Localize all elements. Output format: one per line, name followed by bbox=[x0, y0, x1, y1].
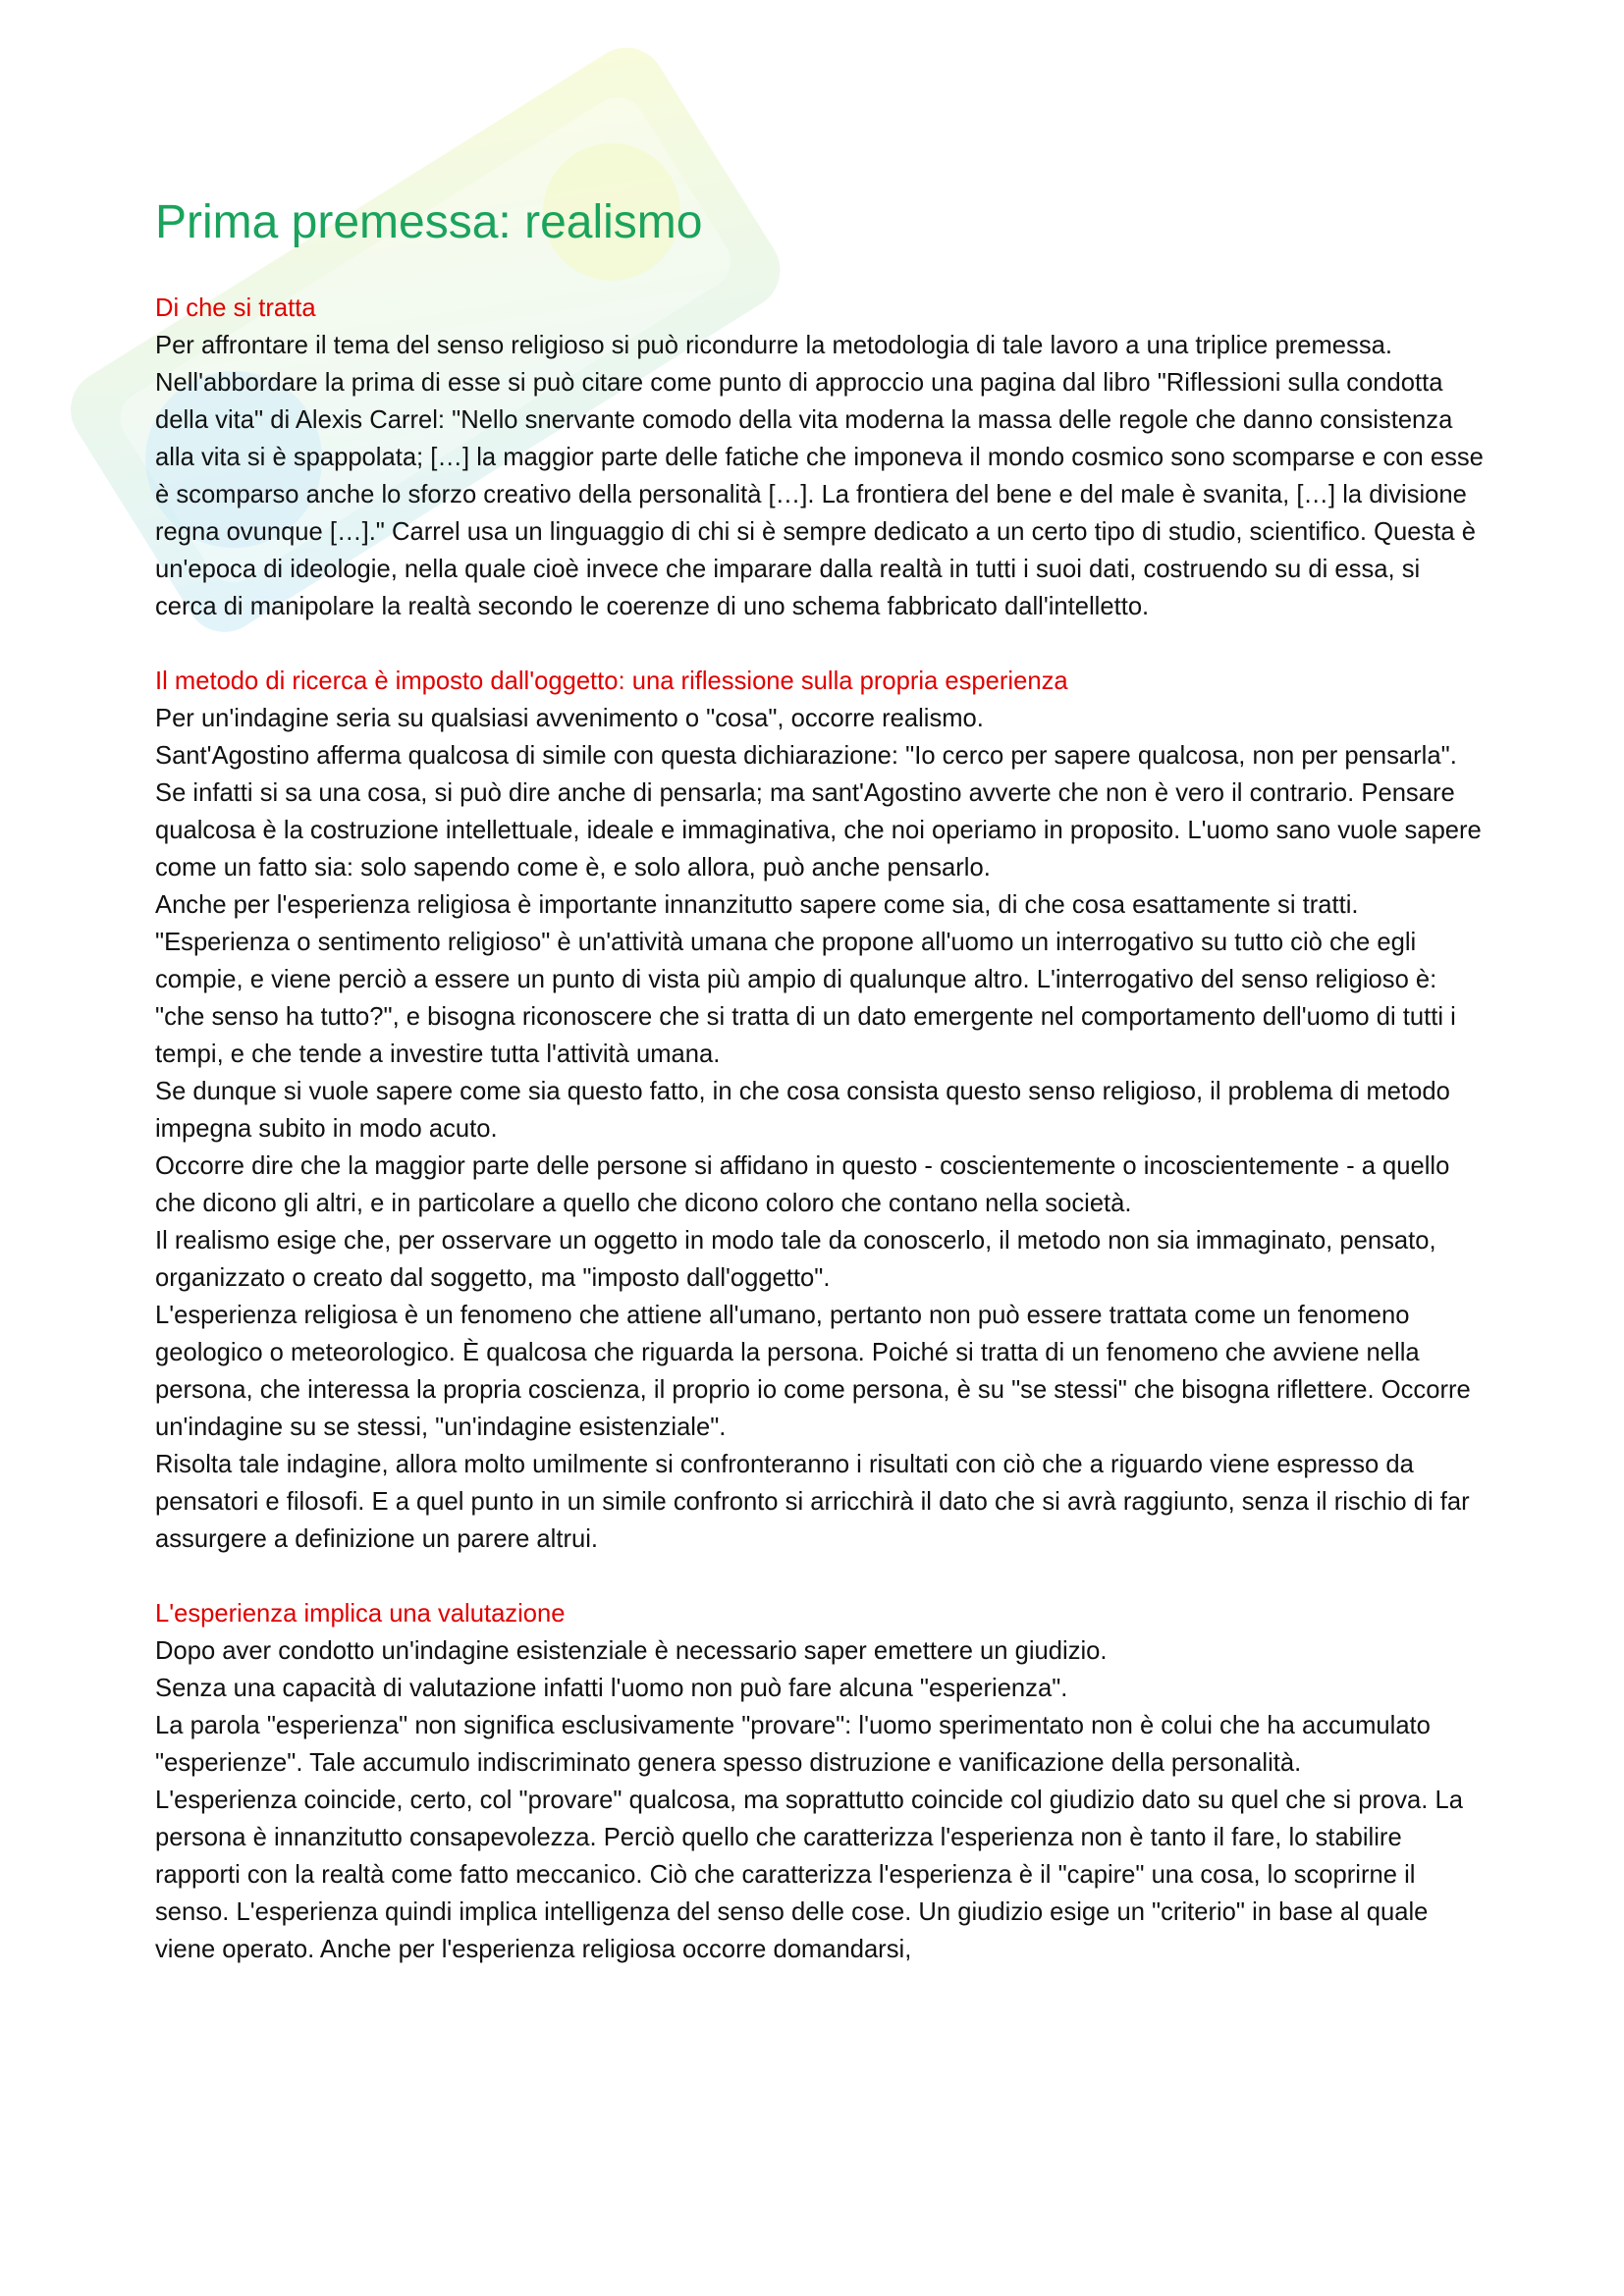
paragraph: Risolta tale indagine, allora molto umilmente si confronteranno i risultati con ciò che a riguardo viene espresso da pensatori e filosofi. E a quel punto in un simile confronto si arricchirà il dato che si avrà raggiunto, senza il rischio di far assurgere a definizione un parere altrui. bbox=[155, 1451, 1470, 1553]
paragraph: Senza una capacità di valutazione infatti l'uomo non può fare alcuna "esperienza". bbox=[155, 1675, 1068, 1702]
paragraph: Nell'abbordare la prima di esse si può citare come punto di approccio una pagina dal libro "Riflessioni sulla condotta della vita" di Alexis Carrel: "Nello snervante comodo della vita moderna la massa delle regole che danno consistenza alla vita si è spappolata; […] la maggior parte delle fatiche che imponeva il mondo cosmico sono scomparse e con esse è scomparso anche lo sforzo creativo della personalità […]. La frontiera del bene e del male è svanita, […] la divisione regna ovunque […]." Carrel usa un linguaggio di chi si è sempre dedicato a un certo tipo di studio, scientifico. Questa è un'epoca di ideologie, nella quale cioè invece che imparare dalla realtà in tutti i suoi dati, costruendo su di essa, si cerca di manipolare la realtà secondo le coerenze di uno schema fabbricato dall'intelletto. bbox=[155, 369, 1484, 620]
section-esperienza-valutazione bbox=[155, 1595, 1486, 1968]
paragraph: Per affrontare il tema del senso religioso si può ricondurre la metodologia di tale lavoro a una triplice premessa. bbox=[155, 332, 1392, 359]
section-heading: L'esperienza implica una valutazione bbox=[155, 1600, 566, 1628]
paragraph: Occorre dire che la maggior parte delle persone si affidano in questo - coscientemente o incoscientemente - a quello che dicono gli altri, e in particolare a quello che dicono coloro che contano nella società. bbox=[155, 1152, 1450, 1217]
paragraph: Il realismo esige che, per osservare un oggetto in modo tale da conoscerlo, il metodo non sia immaginato, pensato, organizzato o creato dal soggetto, ma "imposto dall'oggetto". bbox=[155, 1227, 1436, 1292]
section-heading: Di che si tratta bbox=[155, 294, 316, 322]
paragraph: Dopo aver condotto un'indagine esistenziale è necessario saper emettere un giudizio. bbox=[155, 1637, 1108, 1665]
document-body bbox=[155, 290, 1486, 1968]
paragraph: La parola "esperienza" non significa esclusivamente "provare": l'uomo sperimentato non è colui che ha accumulato "esperienze". Tale accumulo indiscriminato genera spesso distruzione e vanificazione della personalità. bbox=[155, 1712, 1431, 1777]
document-title: Prima premessa: realismo bbox=[155, 196, 703, 248]
paragraph: L'esperienza coincide, certo, col "provare" qualcosa, ma soprattutto coincide col giudizio dato su quel che si prova. La persona è innanzitutto consapevolezza. Perciò quello che caratterizza l'esperienza non è tanto il fare, lo stabilire rapporti con la realtà come fatto meccanico. Ciò che caratterizza l'esperienza è il "capire" una cosa, lo scoprirne il senso. L'esperienza quindi implica intelligenza del senso delle cose. Un giudizio esige un "criterio" in base al quale viene operato. Anche per l'esperienza religiosa occorre domandarsi, bbox=[155, 1787, 1463, 1963]
paragraph: Anche per l'esperienza religiosa è importante innanzitutto sapere come sia, di che cosa esattamente si tratti. bbox=[155, 891, 1359, 919]
paragraph: "Esperienza o sentimento religioso" è un'attività umana che propone all'uomo un interrogativo su tutto ciò che egli compie, e viene perciò a essere un punto di vista più ampio di qualunque altro. L'interrogativo del senso religioso è: "che senso ha tutto?", e bisogna riconoscere che si tratta di un dato emergente nel comportamento dell'uomo di tutti i tempi, e che tende a investire tutta l'attività umana. bbox=[155, 929, 1456, 1068]
paragraph: Sant'Agostino afferma qualcosa di simile con questa dichiarazione: "Io cerco per sapere qualcosa, non per pensarla". Se infatti si sa una cosa, si può dire anche di pensarla; ma sant'Agostino avverte che non è vero il contrario. Pensare qualcosa è la costruzione intellettuale, ideale e immaginativa, che noi operiamo in proposito. L'uomo sano vuole sapere come un fatto sia: solo sapendo come è, e solo allora, può anche pensarlo. bbox=[155, 742, 1482, 881]
section-heading: Il metodo di ricerca è imposto dall'oggetto: una riflessione sulla propria esperienza bbox=[155, 667, 1068, 695]
paragraph: L'esperienza religiosa è un fenomeno che attiene all'umano, pertanto non può essere trattata come un fenomeno geologico o meteorologico. È qualcosa che riguarda la persona. Poiché si tratta di un fenomeno che avviene nella persona, che interessa la propria coscienza, il proprio io come persona, è su "se stessi" che bisogna riflettere. Occorre un'indagine su se stessi, "un'indagine esistenziale". bbox=[155, 1302, 1471, 1441]
section-di-che-si-tratta bbox=[155, 290, 1486, 625]
section-metodo-di-ricerca bbox=[155, 663, 1486, 1558]
paragraph: Se dunque si vuole sapere come sia questo fatto, in che cosa consista questo senso religioso, il problema di metodo impegna subito in modo acuto. bbox=[155, 1078, 1450, 1143]
paragraph: Per un'indagine seria su qualsiasi avvenimento o "cosa", occorre realismo. bbox=[155, 705, 984, 732]
